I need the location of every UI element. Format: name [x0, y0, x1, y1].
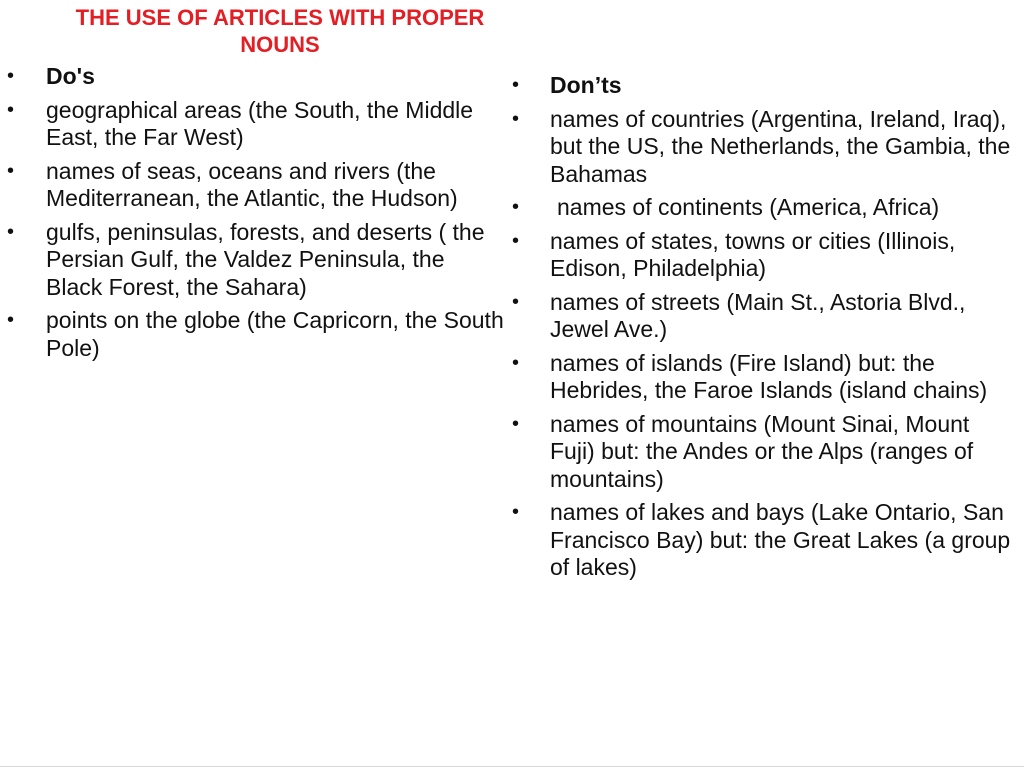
bullet-icon: • — [7, 159, 15, 182]
bullet-icon: • — [512, 351, 520, 374]
dos-heading: Do's — [46, 63, 95, 89]
bullet-icon: • — [7, 220, 15, 243]
bullet-icon: • — [512, 501, 520, 523]
list-item — [510, 350, 1020, 405]
dos-heading-item — [6, 63, 506, 91]
list-item — [510, 194, 1020, 222]
slide-title: THE USE OF ARTICLES WITH PROPER NOUNS — [75, 5, 485, 57]
donts-list — [510, 72, 1020, 588]
list-item-text: names of states, towns or cities (Illinois, Edison, Philadelphia) — [550, 227, 956, 281]
bullet-icon: • — [512, 229, 520, 252]
list-item-text: names of islands (Fire Island) but: the Hebrides, the Faroe Islands (island chains) — [550, 349, 988, 403]
bullet-icon: • — [7, 309, 15, 331]
donts-heading: Don’ts — [550, 72, 622, 98]
list-item — [510, 106, 1020, 189]
list-item — [6, 158, 506, 213]
bullet-icon: • — [7, 98, 15, 121]
donts-heading-item — [510, 72, 1020, 100]
list-item — [6, 307, 506, 362]
list-item-text: names of mountains (Mount Sinai, Mount Fuji) but: the Andes or the Alps (ranges of mountains) — [550, 410, 974, 492]
list-item-text: names of streets (Main St., Astoria Blvd., Jewel Ave.) — [550, 288, 966, 342]
list-item-text: names of seas, oceans and rivers (the Mediterranean, the Atlantic, the Hudson) — [46, 157, 458, 211]
list-item-text: geographical areas (the South, the Middle East, the Far West) — [46, 96, 474, 150]
list-item-text: names of countries (Argentina, Ireland, Iraq), but the US, the Netherlands, the Gambia, the Bahamas — [550, 105, 1011, 187]
list-item-text: names of lakes and bays (Lake Ontario, San Francisco Bay) but: the Great Lakes (a group of lakes) — [550, 499, 1011, 580]
bullet-icon: • — [512, 74, 520, 96]
list-item — [6, 97, 506, 152]
bullet-icon: • — [512, 107, 520, 130]
list-item — [510, 411, 1020, 494]
list-item — [510, 289, 1020, 344]
list-item — [510, 228, 1020, 283]
list-item-text: points on the globe (the Capricorn, the South Pole) — [46, 307, 504, 361]
bullet-icon: • — [512, 196, 520, 218]
bullet-icon: • — [512, 290, 520, 313]
list-item-text: gulfs, peninsulas, forests, and deserts ( the Persian Gulf, the Valdez Peninsula, the Black Forest, the Sahara) — [46, 218, 485, 300]
bullet-icon: • — [512, 412, 520, 435]
list-item-text: names of continents (America, Africa) — [557, 194, 940, 220]
dos-list — [6, 63, 506, 368]
list-item — [510, 499, 1020, 582]
bullet-icon: • — [7, 65, 15, 87]
list-item — [6, 219, 506, 302]
